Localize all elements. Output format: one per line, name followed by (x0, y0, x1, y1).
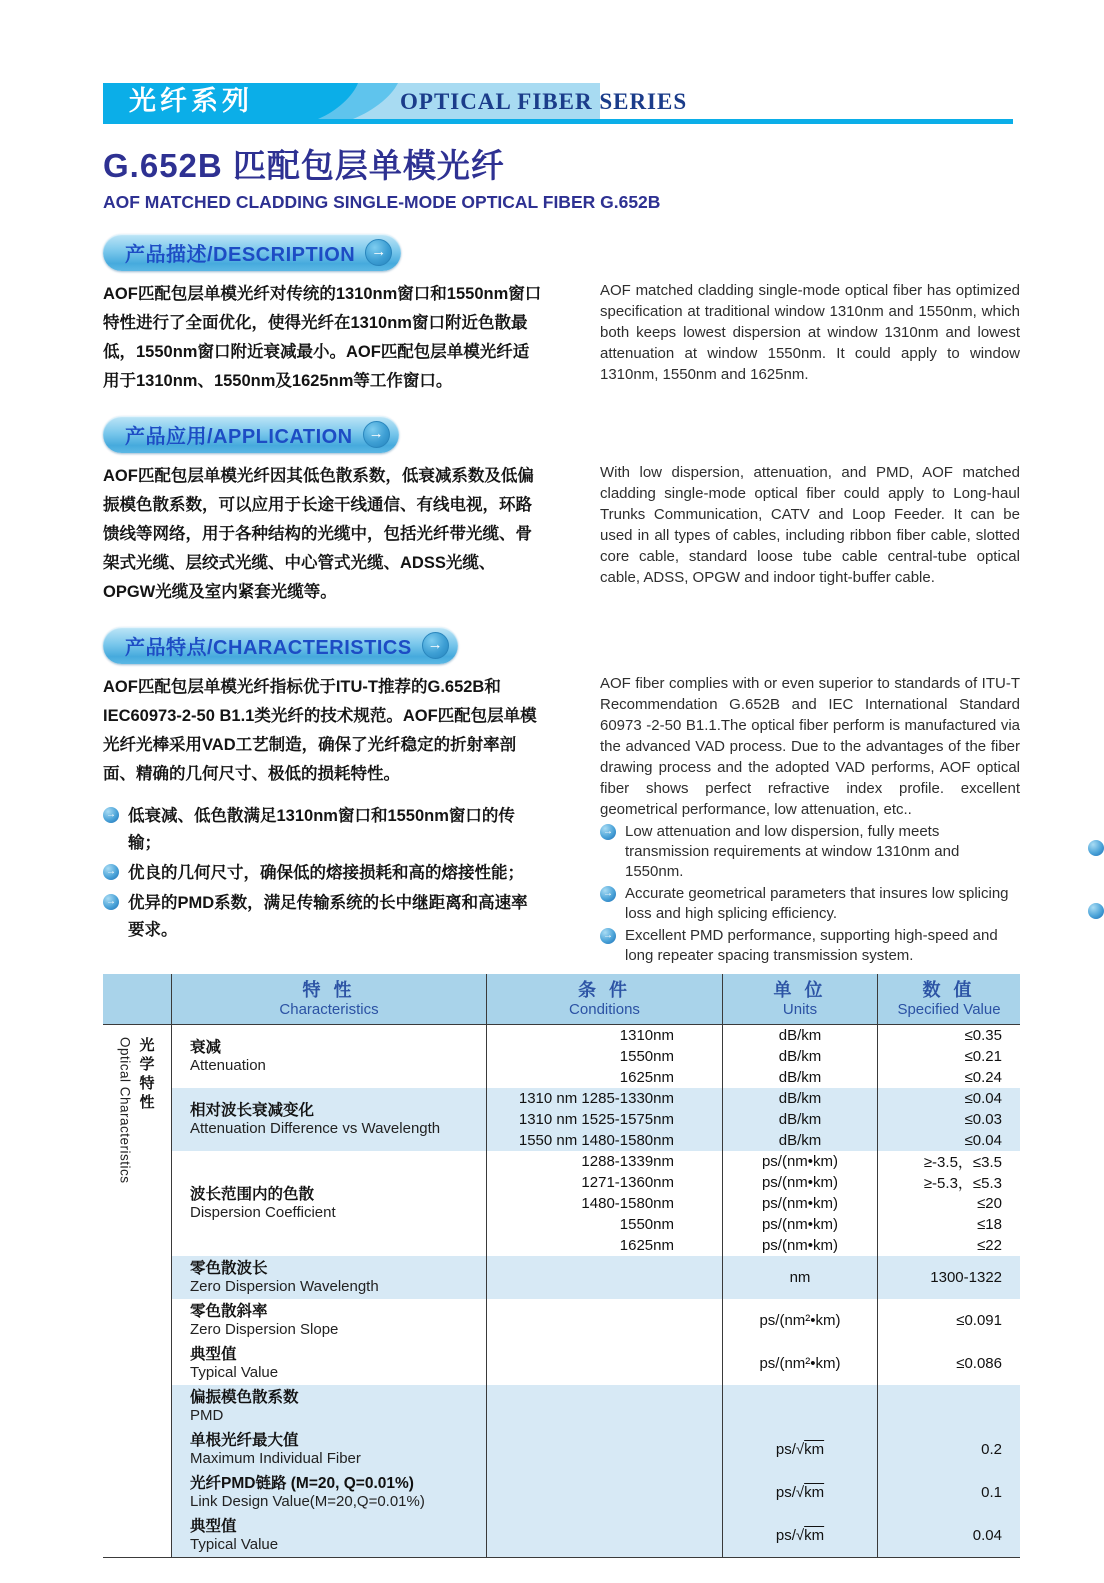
characteristics-bullets-en (600, 822, 1020, 966)
characteristic-cell (172, 1385, 487, 1428)
group-rows (487, 1471, 1020, 1514)
side-label-zh: 光学特性 (137, 1037, 155, 1113)
value-cell: ≤18 (977, 1216, 1002, 1233)
condition-cell (487, 1428, 723, 1471)
unit-cell: ps/√ km (723, 1471, 878, 1514)
characteristic-zh: 衰减 (190, 1039, 222, 1056)
value-cell: ≤0.35 (964, 1027, 1002, 1044)
spec-table-body (103, 1025, 1020, 1557)
condition-cell: 1288-1339nm (487, 1151, 723, 1172)
arrow-bullet-icon: → (103, 864, 119, 880)
characteristic-zh: 零色散斜率 (190, 1303, 268, 1320)
section-application (103, 396, 1020, 607)
bullet-item (600, 822, 1020, 882)
characteristics-text-en: AOF fiber complies with or even superior to standards of ITU-T Recommendation G.652B and IEC International Standard 60973 -2-50 B1.1.The optical fiber perform is manufactured via the advanced VAD process. Due to the advantages of the fiber drawing process and the adopted VAD performs, AOF optical fiber shows perfect refractive index profile. excellent geometrical performance, low attenuation, etc.. → Low attenuation and low dispersion, fully meets transmission requirements at window 1310nm and 1550nm. → Accurate geometrical parameters that insures low splicing loss and high splicing efficiency. → Excellent PMD performance, supporting high-speed and long repeater spacing transmission system. (600, 675, 1020, 964)
condition-cell: 1310 nm 1285-1330nm (487, 1088, 723, 1109)
header-cell-conditions (487, 974, 723, 1024)
bullet-text: 低衰减、低色散满足1310nm窗口和1550nm窗口的传输； (128, 807, 515, 852)
characteristic-cell (172, 1025, 487, 1088)
table-row (487, 1109, 1020, 1130)
bullet-item (600, 926, 1020, 966)
table-groups (172, 1025, 1020, 1557)
header-zh: 条 件 (577, 980, 631, 1000)
characteristics-text-zh: AOF匹配包层单模光纤指标优于ITU-T推荐的G.652B和IEC60973-2-50 B1.1类光纤的技术规范。AOF匹配包层单模光纤光棒采用VAD工艺制造，确保了光纤稳定的折射率剖面、精确的几何尺寸、极低的损耗特性。 → 低衰减、低色散满足1310nm窗口和1550nm窗口的传输； → 优良的几何尺寸，确保低的熔接损耗和高的熔接性能； → 优异的PMD系数，满足传输系统的长中继距离和高速率要求。 (103, 673, 543, 966)
page-banner (103, 83, 1020, 124)
value-cell: ≤0.03 (964, 1111, 1002, 1128)
arrow-bullet-icon: → (600, 886, 616, 902)
table-group (172, 1385, 1020, 1428)
characteristic-cell (172, 1151, 487, 1256)
condition-cell (487, 1256, 723, 1299)
value-cell: ≤0.086 (956, 1355, 1002, 1372)
value-cell: ≤22 (977, 1237, 1002, 1254)
bullet-item (103, 860, 543, 887)
header-en: Characteristics (279, 1001, 379, 1018)
condition-cell: 1310nm (487, 1025, 723, 1046)
header-zh: 特 性 (302, 980, 356, 1000)
value-cell: ≤0.091 (956, 1312, 1002, 1329)
table-row (487, 1385, 1020, 1428)
header-en: Units (782, 1001, 818, 1018)
condition-cell: 1310 nm 1525-1575nm (487, 1109, 723, 1130)
table-row (487, 1130, 1020, 1151)
value-cell (878, 1385, 1020, 1428)
application-text-en: With low dispersion, attenuation, and PMD, AOF matched cladding single-mode optical fiber could apply to Long-haul Trunks Communication, CATV and Loop Feeder. It can be used in all types of cables, including ribbon fiber cable, slotted core cable, standard loose tube cable central-tube optical cable, ADSS, OPGW and indoor tight-buffer cable. (600, 464, 1020, 586)
condition-cell: 1550nm (487, 1214, 723, 1235)
group-rows (487, 1428, 1020, 1471)
section-characteristics (103, 607, 1020, 966)
spec-table-header (103, 974, 1020, 1025)
sqrt-overline: km (804, 1441, 825, 1458)
characteristic-zh: 单根光纤最大值 (190, 1432, 299, 1449)
value-cell: 0.2 (981, 1441, 1002, 1458)
table-row (487, 1342, 1020, 1385)
sqrt-overline: km (804, 1527, 825, 1544)
characteristic-zh: 光纤PMD链路 (M=20, Q=0.01%) (190, 1475, 414, 1492)
group-rows (487, 1385, 1020, 1428)
value-cell: 0.1 (981, 1484, 1002, 1501)
unit-cell: nm (723, 1256, 878, 1299)
group-rows (487, 1342, 1020, 1385)
group-rows (487, 1088, 1020, 1151)
value-cell: ≤0.04 (964, 1132, 1002, 1149)
unit-cell: dB/km (723, 1067, 878, 1088)
characteristics-bullets-zh (103, 803, 543, 944)
banner-series-zh: 光纤系列 (129, 86, 253, 116)
header-cell-side (103, 974, 172, 1024)
value-cell: ≤20 (977, 1195, 1002, 1212)
table-row (487, 1235, 1020, 1256)
description-heading-label: 产品描述/DESCRIPTION (125, 244, 356, 266)
optical-characteristics-side-label (103, 1025, 172, 1557)
header-cell-characteristics (172, 974, 487, 1024)
condition-cell (487, 1514, 723, 1557)
unit-cell: dB/km (723, 1088, 878, 1109)
application-heading-label: 产品应用/APPLICATION (125, 426, 353, 448)
table-row (487, 1046, 1020, 1067)
group-rows (487, 1256, 1020, 1299)
unit-cell: dB/km (723, 1109, 878, 1130)
condition-cell: 1625nm (487, 1067, 723, 1088)
condition-cell: 1625nm (487, 1235, 723, 1256)
characteristic-zh: 零色散波长 (190, 1260, 268, 1277)
characteristic-zh: 相对波长衰减变化 (190, 1102, 315, 1119)
table-row (487, 1471, 1020, 1514)
characteristic-zh: 波长范围内的色散 (190, 1186, 315, 1203)
characteristic-cell (172, 1299, 487, 1342)
bullet-text: 优良的几何尺寸，确保低的熔接损耗和高的熔接性能； (128, 864, 524, 882)
arrow-circle-icon: → (422, 632, 449, 659)
table-row (487, 1151, 1020, 1172)
characteristic-en: Zero Dispersion Slope (190, 1321, 339, 1338)
characteristic-en: Link Design Value(M=20,Q=0.01%) (190, 1493, 425, 1510)
characteristic-cell (172, 1088, 487, 1151)
condition-cell: 1550 nm 1480-1580nm (487, 1130, 723, 1151)
header-zh: 数 值 (922, 980, 976, 1000)
characteristics-heading-label: 产品特点/CHARACTERISTICS (125, 637, 412, 659)
description-text-en: AOF matched cladding single-mode optical fiber has optimized specification at traditional window 1310nm and 1550nm, which both keeps lowest dispersion at window 1310nm and lowest attenuation at window 1550nm. It could apply to window 1310nm, 1550nm and 1625nm. (600, 282, 1020, 383)
sqrt-overline: km (804, 1484, 825, 1501)
description-heading-pill (103, 234, 401, 271)
bullet-text: 优异的PMD系数，满足传输系统的长中继距离和高速率要求。 (128, 894, 528, 939)
arrow-bullet-icon: → (600, 824, 616, 840)
condition-cell: 1271-1360nm (487, 1172, 723, 1193)
table-group (172, 1299, 1020, 1342)
table-row (487, 1428, 1020, 1471)
table-group (172, 1256, 1020, 1299)
page-title: G.652B 匹配包层单模光纤 (103, 147, 505, 184)
unit-cell: ps/√ km (723, 1514, 878, 1557)
unit-cell (723, 1385, 878, 1428)
characteristic-en: Maximum Individual Fiber (190, 1450, 361, 1467)
table-group (172, 1151, 1020, 1256)
condition-cell (487, 1299, 723, 1342)
condition-cell (487, 1385, 723, 1428)
value-cell: ≤0.21 (964, 1048, 1002, 1065)
unit-cell: ps/(nm•km) (723, 1193, 878, 1214)
value-cell: 0.04 (972, 1527, 1002, 1544)
characteristic-cell (172, 1428, 487, 1471)
unit-cell: ps/(nm•km) (723, 1151, 878, 1172)
value-cell: ≥-3.5，≤3.5 (923, 1154, 1002, 1171)
spec-table (103, 974, 1020, 1558)
group-rows (487, 1514, 1020, 1557)
header-zh: 单 位 (773, 980, 827, 1000)
bullet-text: Accurate geometrical parameters that insures low splicing loss and high splicing efficiency. (625, 885, 1009, 922)
page-subtitle: AOF MATCHED CLADDING SINGLE-MODE OPTICAL FIBER G.652B (103, 192, 661, 212)
condition-cell (487, 1471, 723, 1514)
bullet-item (103, 803, 543, 857)
table-group (172, 1088, 1020, 1151)
value-cell: ≤0.24 (964, 1069, 1002, 1086)
arrow-circle-icon: → (363, 421, 390, 448)
table-row (487, 1025, 1020, 1046)
table-row (487, 1299, 1020, 1342)
table-row (487, 1172, 1020, 1193)
application-heading-pill (103, 416, 399, 453)
arrow-bullet-icon: → (103, 894, 119, 910)
arrow-circle-icon: → (365, 239, 392, 266)
unit-cell: ps/(nm•km) (723, 1214, 878, 1235)
header-cell-units (723, 974, 878, 1024)
characteristic-en: PMD (190, 1407, 224, 1424)
characteristic-en: Typical Value (190, 1536, 279, 1553)
characteristic-zh: 典型值 (190, 1518, 237, 1535)
bullet-item (600, 884, 1020, 924)
value-cell: ≤0.04 (964, 1090, 1002, 1107)
unit-cell: ps/(nm²•km) (723, 1299, 878, 1342)
value-cell: 1300-1322 (930, 1269, 1002, 1286)
condition-cell: 1480-1580nm (487, 1193, 723, 1214)
characteristic-cell (172, 1514, 487, 1557)
characteristic-en: Typical Value (190, 1364, 279, 1381)
characteristic-en: Dispersion Coefficient (190, 1204, 336, 1221)
banner-series-en: OPTICAL FIBER SERIES (400, 89, 688, 114)
table-row (487, 1193, 1020, 1214)
condition-cell: 1550nm (487, 1046, 723, 1067)
application-text-zh: AOF匹配包层单模光纤因其低色散系数，低衰减系数及低偏振模色散系数，可以应用于长途干线通信、有线电视，环路馈线等网络，用于各种结构的光缆中，包括光纤带光缆、骨架式光缆、层绞式光缆、中心管式光缆、ADSS光缆、OPGW光缆及室内紧套光缆等。 (103, 467, 534, 601)
table-row (487, 1214, 1020, 1235)
banner-rule (103, 119, 1013, 124)
header-en: Specified Value (897, 1001, 1001, 1018)
condition-cell (487, 1342, 723, 1385)
table-row (487, 1067, 1020, 1088)
side-label-en: Optical Characteristics (117, 1037, 133, 1184)
characteristic-zh: 典型值 (190, 1346, 237, 1363)
table-row (487, 1514, 1020, 1557)
unit-cell: ps/(nm•km) (723, 1172, 878, 1193)
section-description (103, 214, 1020, 396)
value-cell: ≥-5.3，≤5.3 (923, 1175, 1002, 1192)
arrow-bullet-icon (1088, 840, 1104, 856)
header-cell-value (878, 974, 1020, 1024)
unit-cell: ps/(nm²•km) (723, 1342, 878, 1385)
characteristic-en: Attenuation (190, 1057, 266, 1074)
unit-cell: dB/km (723, 1025, 878, 1046)
unit-cell: ps/(nm•km) (723, 1235, 878, 1256)
characteristic-cell (172, 1256, 487, 1299)
characteristic-zh: 偏振模色散系数 (190, 1389, 299, 1406)
table-group (172, 1428, 1020, 1471)
unit-cell: ps/√ km (723, 1428, 878, 1471)
unit-cell: dB/km (723, 1130, 878, 1151)
table-row (487, 1256, 1020, 1299)
group-rows (487, 1025, 1020, 1088)
group-rows (487, 1299, 1020, 1342)
characteristic-en: Attenuation Difference vs Wavelength (190, 1120, 441, 1137)
characteristics-heading-pill (103, 627, 458, 664)
table-row (487, 1088, 1020, 1109)
table-group (172, 1025, 1020, 1088)
header-en: Conditions (569, 1001, 640, 1018)
characteristic-cell (172, 1342, 487, 1385)
bullet-text: Low attenuation and low dispersion, fully meets transmission requirements at window 1310nm and 1550nm. (625, 823, 960, 880)
table-group (172, 1514, 1020, 1557)
group-rows (487, 1151, 1020, 1256)
characteristic-cell (172, 1471, 487, 1514)
datasheet-page (0, 83, 1098, 1583)
bullet-item (103, 890, 543, 944)
table-group (172, 1471, 1020, 1514)
bullet-text: Excellent PMD performance, supporting high-speed and long repeater spacing transmission system. (625, 927, 998, 964)
arrow-bullet-icon: → (103, 807, 119, 823)
description-text-zh: AOF匹配包层单模光纤对传统的1310nm窗口和1550nm窗口特性进行了全面优化，使得光纤在1310nm窗口附近色散最低，1550nm窗口附近衰减最小。AOF匹配包层单模光纤适用于1310nm、1550nm及1625nm等工作窗口。 (103, 285, 542, 390)
characteristic-en: Zero Dispersion Wavelength (190, 1278, 379, 1295)
arrow-bullet-icon: → (600, 928, 616, 944)
unit-cell: dB/km (723, 1046, 878, 1067)
table-group (172, 1342, 1020, 1385)
arrow-bullet-icon (1088, 903, 1104, 919)
